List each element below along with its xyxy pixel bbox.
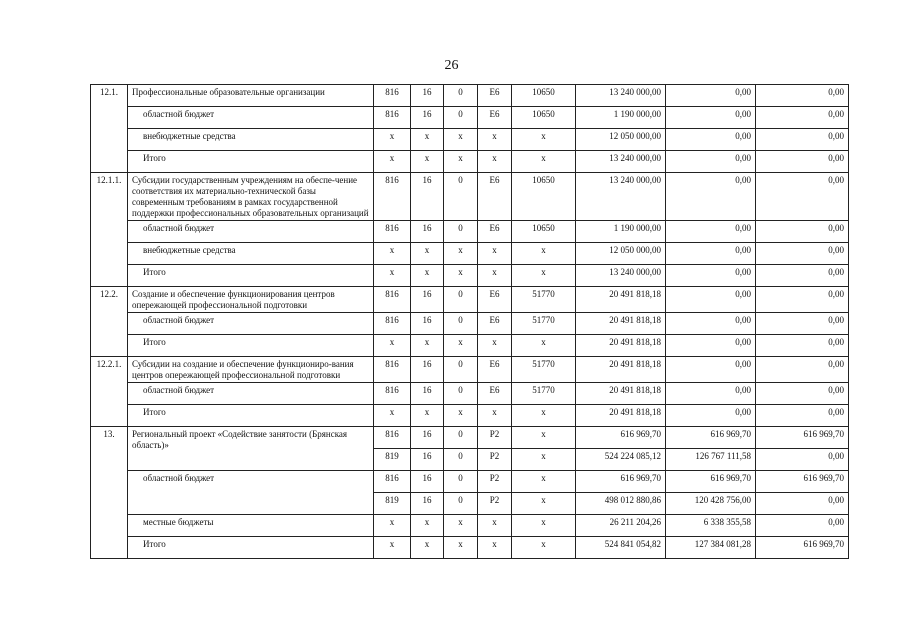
code-cell: х [478, 243, 512, 265]
amount-year-2: 0,00 [666, 357, 756, 383]
amount-year-3: 0,00 [756, 287, 849, 313]
code-cell: х [374, 537, 411, 559]
amount-year-1: 13 240 000,00 [576, 173, 666, 221]
code-cell: х [444, 515, 478, 537]
code-cell: 51770 [512, 287, 576, 313]
code-cell: 10650 [512, 107, 576, 129]
code-cell: Р2 [478, 471, 512, 493]
table-row [91, 151, 849, 173]
code-cell: Р2 [478, 427, 512, 449]
row-title: Создание и обеспечение функционирования центров опережающей профессиональной подготовки [128, 287, 374, 313]
amount-year-1: 20 491 818,18 [576, 383, 666, 405]
code-cell: х [478, 335, 512, 357]
code-cell: х [512, 471, 576, 493]
code-cell: 0 [444, 173, 478, 221]
amount-year-2: 0,00 [666, 313, 756, 335]
code-cell: х [411, 265, 444, 287]
amount-year-3: 0,00 [756, 129, 849, 151]
amount-year-1: 1 190 000,00 [576, 107, 666, 129]
code-cell: х [512, 449, 576, 471]
code-cell: х [411, 515, 444, 537]
code-cell: х [374, 515, 411, 537]
amount-year-3: 0,00 [756, 335, 849, 357]
code-cell: х [374, 265, 411, 287]
code-cell: х [444, 265, 478, 287]
table-row [91, 287, 849, 313]
code-cell: 16 [411, 313, 444, 335]
amount-year-3: 616 969,70 [756, 427, 849, 449]
code-cell: 0 [444, 287, 478, 313]
row-number: 12.2. [91, 287, 128, 357]
code-cell: х [411, 243, 444, 265]
code-cell: 16 [411, 173, 444, 221]
amount-year-1: 20 491 818,18 [576, 313, 666, 335]
row-source: областной бюджет [128, 221, 374, 243]
code-cell: х [512, 427, 576, 449]
amount-year-1: 524 841 054,82 [576, 537, 666, 559]
amount-year-3: 0,00 [756, 85, 849, 107]
table-row [91, 537, 849, 559]
code-cell: х [411, 537, 444, 559]
code-cell: х [512, 405, 576, 427]
code-cell: 0 [444, 449, 478, 471]
table-row [91, 313, 849, 335]
code-cell: 16 [411, 493, 444, 515]
code-cell: х [478, 515, 512, 537]
row-title: Субсидии государственным учреждениям на обеспе-чение соответствия их материально-технической базы современным требованиям в рамках государственной поддержки профессиональных образовательных организаций [128, 173, 374, 221]
row-title: Субсидии на создание и обеспечение функциониро-вания центров опережающей профессиональной подготовки [128, 357, 374, 383]
amount-year-1: 1 190 000,00 [576, 221, 666, 243]
table-row [91, 221, 849, 243]
code-cell: х [374, 243, 411, 265]
row-source: местные бюджеты [128, 515, 374, 537]
amount-year-3: 0,00 [756, 383, 849, 405]
code-cell: 16 [411, 471, 444, 493]
table-row [91, 173, 849, 221]
code-cell: 0 [444, 85, 478, 107]
code-cell: 0 [444, 471, 478, 493]
code-cell: 51770 [512, 357, 576, 383]
code-cell: Е6 [478, 287, 512, 313]
amount-year-1: 498 012 880,86 [576, 493, 666, 515]
code-cell: х [444, 129, 478, 151]
amount-year-1: 20 491 818,18 [576, 335, 666, 357]
code-cell: 816 [374, 107, 411, 129]
code-cell: х [512, 335, 576, 357]
code-cell: х [478, 151, 512, 173]
code-cell: Е6 [478, 357, 512, 383]
code-cell: 0 [444, 357, 478, 383]
amount-year-3: 0,00 [756, 173, 849, 221]
amount-year-2: 0,00 [666, 221, 756, 243]
code-cell: х [411, 129, 444, 151]
code-cell: 819 [374, 493, 411, 515]
code-cell: 16 [411, 449, 444, 471]
row-source: областной бюджет [128, 383, 374, 405]
amount-year-3: 0,00 [756, 107, 849, 129]
code-cell: Е6 [478, 383, 512, 405]
code-cell: х [374, 335, 411, 357]
amount-year-2: 0,00 [666, 173, 756, 221]
code-cell: 10650 [512, 173, 576, 221]
code-cell: 16 [411, 383, 444, 405]
code-cell: х [444, 537, 478, 559]
table-row [91, 243, 849, 265]
amount-year-2: 6 338 355,58 [666, 515, 756, 537]
amount-year-3: 0,00 [756, 493, 849, 515]
code-cell: х [444, 405, 478, 427]
code-cell: х [374, 405, 411, 427]
amount-year-3: 0,00 [756, 243, 849, 265]
amount-year-1: 13 240 000,00 [576, 151, 666, 173]
code-cell: 816 [374, 471, 411, 493]
code-cell: Р2 [478, 449, 512, 471]
amount-year-1: 12 050 000,00 [576, 129, 666, 151]
code-cell: х [411, 405, 444, 427]
row-number: 12.2.1. [91, 357, 128, 427]
amount-year-2: 0,00 [666, 265, 756, 287]
code-cell: 16 [411, 287, 444, 313]
code-cell: х [512, 265, 576, 287]
row-number: 13. [91, 427, 128, 559]
amount-year-3: 0,00 [756, 265, 849, 287]
row-source: внебюджетные средства [128, 129, 374, 151]
row-source: Итого [128, 265, 374, 287]
row-source: внебюджетные средства [128, 243, 374, 265]
code-cell: х [478, 129, 512, 151]
amount-year-2: 616 969,70 [666, 427, 756, 449]
code-cell: х [512, 493, 576, 515]
table-row [91, 107, 849, 129]
code-cell: 16 [411, 357, 444, 383]
table-row [91, 265, 849, 287]
table-row [91, 357, 849, 383]
amount-year-1: 26 211 204,26 [576, 515, 666, 537]
code-cell: х [444, 335, 478, 357]
code-cell: Р2 [478, 493, 512, 515]
amount-year-2: 0,00 [666, 243, 756, 265]
code-cell: 816 [374, 357, 411, 383]
code-cell: х [444, 151, 478, 173]
code-cell: х [478, 265, 512, 287]
row-source: Итого [128, 151, 374, 173]
amount-year-3: 0,00 [756, 449, 849, 471]
code-cell: 0 [444, 427, 478, 449]
row-source: областной бюджет [128, 471, 374, 515]
table-row [91, 85, 849, 107]
code-cell: х [411, 151, 444, 173]
code-cell: Е6 [478, 221, 512, 243]
code-cell: 816 [374, 313, 411, 335]
amount-year-3: 0,00 [756, 313, 849, 335]
amount-year-2: 0,00 [666, 107, 756, 129]
code-cell: 816 [374, 383, 411, 405]
amount-year-1: 524 224 085,12 [576, 449, 666, 471]
code-cell: Е6 [478, 173, 512, 221]
code-cell: Е6 [478, 313, 512, 335]
code-cell: 0 [444, 493, 478, 515]
row-source: Итого [128, 537, 374, 559]
table-row [91, 515, 849, 537]
table-row [91, 405, 849, 427]
amount-year-2: 126 767 111,58 [666, 449, 756, 471]
amount-year-1: 20 491 818,18 [576, 405, 666, 427]
code-cell: 51770 [512, 313, 576, 335]
amount-year-3: 0,00 [756, 221, 849, 243]
table-row [91, 471, 849, 493]
row-number: 12.1.1. [91, 173, 128, 287]
code-cell: х [512, 243, 576, 265]
code-cell: 816 [374, 173, 411, 221]
amount-year-2: 127 384 081,28 [666, 537, 756, 559]
code-cell: 16 [411, 427, 444, 449]
row-source: областной бюджет [128, 313, 374, 335]
code-cell: х [512, 515, 576, 537]
amount-year-1: 616 969,70 [576, 427, 666, 449]
row-title: Профессиональные образовательные организации [128, 85, 374, 107]
amount-year-2: 0,00 [666, 129, 756, 151]
code-cell: 816 [374, 287, 411, 313]
row-source: Итого [128, 405, 374, 427]
code-cell: х [512, 537, 576, 559]
code-cell: 16 [411, 85, 444, 107]
code-cell: 0 [444, 221, 478, 243]
budget-table [90, 84, 849, 559]
amount-year-3: 0,00 [756, 151, 849, 173]
amount-year-3: 0,00 [756, 405, 849, 427]
table-row [91, 383, 849, 405]
amount-year-1: 13 240 000,00 [576, 265, 666, 287]
amount-year-2: 120 428 756,00 [666, 493, 756, 515]
amount-year-2: 0,00 [666, 85, 756, 107]
row-source: Итого [128, 335, 374, 357]
row-title: Региональный проект «Содействие занятости (Брянская область)» [128, 427, 374, 471]
code-cell: 0 [444, 383, 478, 405]
page-number: 26 [444, 58, 459, 73]
code-cell: Е6 [478, 107, 512, 129]
amount-year-1: 20 491 818,18 [576, 357, 666, 383]
amount-year-2: 0,00 [666, 405, 756, 427]
code-cell: х [512, 151, 576, 173]
code-cell: Е6 [478, 85, 512, 107]
code-cell: 0 [444, 313, 478, 335]
amount-year-3: 0,00 [756, 515, 849, 537]
code-cell: 10650 [512, 85, 576, 107]
amount-year-2: 0,00 [666, 335, 756, 357]
code-cell: 816 [374, 85, 411, 107]
amount-year-2: 616 969,70 [666, 471, 756, 493]
code-cell: х [411, 335, 444, 357]
table-row [91, 427, 849, 449]
code-cell: 819 [374, 449, 411, 471]
amount-year-3: 0,00 [756, 357, 849, 383]
code-cell: х [444, 243, 478, 265]
code-cell: 816 [374, 221, 411, 243]
row-source: областной бюджет [128, 107, 374, 129]
amount-year-2: 0,00 [666, 151, 756, 173]
row-number: 12.1. [91, 85, 128, 173]
amount-year-3: 616 969,70 [756, 471, 849, 493]
code-cell: х [478, 537, 512, 559]
code-cell: 816 [374, 427, 411, 449]
code-cell: 16 [411, 221, 444, 243]
amount-year-1: 13 240 000,00 [576, 85, 666, 107]
code-cell: 51770 [512, 383, 576, 405]
amount-year-1: 20 491 818,18 [576, 287, 666, 313]
code-cell: х [512, 129, 576, 151]
amount-year-2: 0,00 [666, 383, 756, 405]
code-cell: х [374, 129, 411, 151]
code-cell: х [478, 405, 512, 427]
table-row [91, 335, 849, 357]
amount-year-1: 12 050 000,00 [576, 243, 666, 265]
table-row [91, 129, 849, 151]
amount-year-1: 616 969,70 [576, 471, 666, 493]
amount-year-3: 616 969,70 [756, 537, 849, 559]
amount-year-2: 0,00 [666, 287, 756, 313]
code-cell: 16 [411, 107, 444, 129]
code-cell: 10650 [512, 221, 576, 243]
code-cell: 0 [444, 107, 478, 129]
code-cell: х [374, 151, 411, 173]
